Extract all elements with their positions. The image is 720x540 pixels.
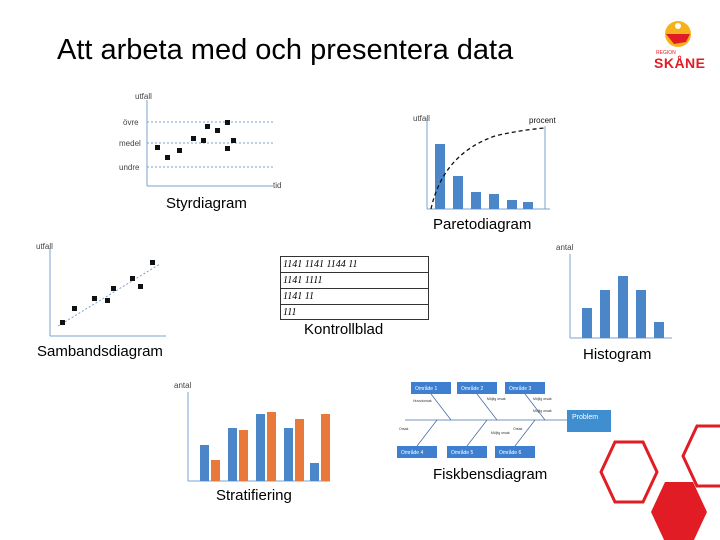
fisk-cause-label: Möjlig orsak bbox=[491, 431, 510, 435]
stratifiering-chart bbox=[168, 376, 343, 486]
fisk-cause-label: Huvudorsak bbox=[413, 399, 432, 403]
styr-level-undre: undre bbox=[119, 163, 140, 172]
styr-y-label: utfall bbox=[135, 92, 152, 101]
fisk-area-4: Område 4 bbox=[401, 450, 424, 456]
decorative-hexagons bbox=[585, 430, 720, 540]
fisk-cause-label: Orsak bbox=[399, 427, 409, 431]
region-skane-logo bbox=[652, 14, 706, 71]
fiskbensdiagram-caption: Fiskbensdiagram bbox=[433, 466, 548, 483]
styrdiagram-caption: Styrdiagram bbox=[166, 195, 247, 212]
sambandsdiagram-chart bbox=[28, 238, 173, 343]
paretodiagram-chart bbox=[405, 110, 570, 215]
fisk-problem: Problem bbox=[572, 414, 599, 421]
fisk-cause-label: Möjlig orsak bbox=[533, 409, 552, 413]
histogram-y-label: antal bbox=[556, 243, 574, 252]
styr-level-medel: medel bbox=[119, 139, 141, 148]
histogram-caption: Histogram bbox=[583, 346, 652, 363]
paretodiagram-caption: Paretodiagram bbox=[433, 216, 532, 233]
kontrollblad-caption: Kontrollblad bbox=[304, 321, 384, 338]
pareto-y-label: utfall bbox=[413, 114, 430, 123]
fisk-area-1: Område 1 bbox=[415, 386, 438, 392]
fisk-area-5: Område 5 bbox=[451, 450, 474, 456]
fisk-area-3: Område 3 bbox=[509, 386, 532, 392]
pareto-curve-label: procent bbox=[529, 116, 556, 125]
logo-name: SKÅNE bbox=[654, 55, 706, 71]
styr-x-label: tid bbox=[273, 181, 282, 190]
kontrollblad-table bbox=[280, 256, 429, 320]
fisk-area-2: Område 2 bbox=[461, 386, 484, 392]
fisk-cause-label: Möjlig orsak bbox=[533, 397, 552, 401]
fisk-cause-label: Orsak bbox=[513, 427, 523, 431]
stratifiering-caption: Stratifiering bbox=[216, 487, 292, 504]
samband-y-label: utfall bbox=[36, 242, 53, 251]
styr-level-ovre: övre bbox=[123, 118, 139, 127]
fisk-area-6: Område 6 bbox=[499, 450, 522, 456]
fiskbensdiagram-chart bbox=[395, 380, 615, 465]
slide-title: Att arbeta med och presentera data bbox=[57, 34, 514, 66]
sambandsdiagram-caption: Sambandsdiagram bbox=[37, 343, 163, 360]
kontrollblad-row: 1141 1141 1144 11 bbox=[281, 257, 428, 273]
fisk-cause-label: Möjlig orsak bbox=[487, 397, 506, 401]
strat-y-label: antal bbox=[174, 381, 192, 390]
kontrollblad-row: 1141 11 bbox=[281, 289, 428, 305]
kontrollblad-row: 1141 1111 bbox=[281, 273, 428, 289]
kontrollblad-row: 111 bbox=[283, 307, 297, 318]
styrdiagram-chart bbox=[115, 90, 300, 195]
histogram-chart bbox=[556, 238, 680, 343]
logo-region-text: REGION bbox=[656, 50, 676, 56]
